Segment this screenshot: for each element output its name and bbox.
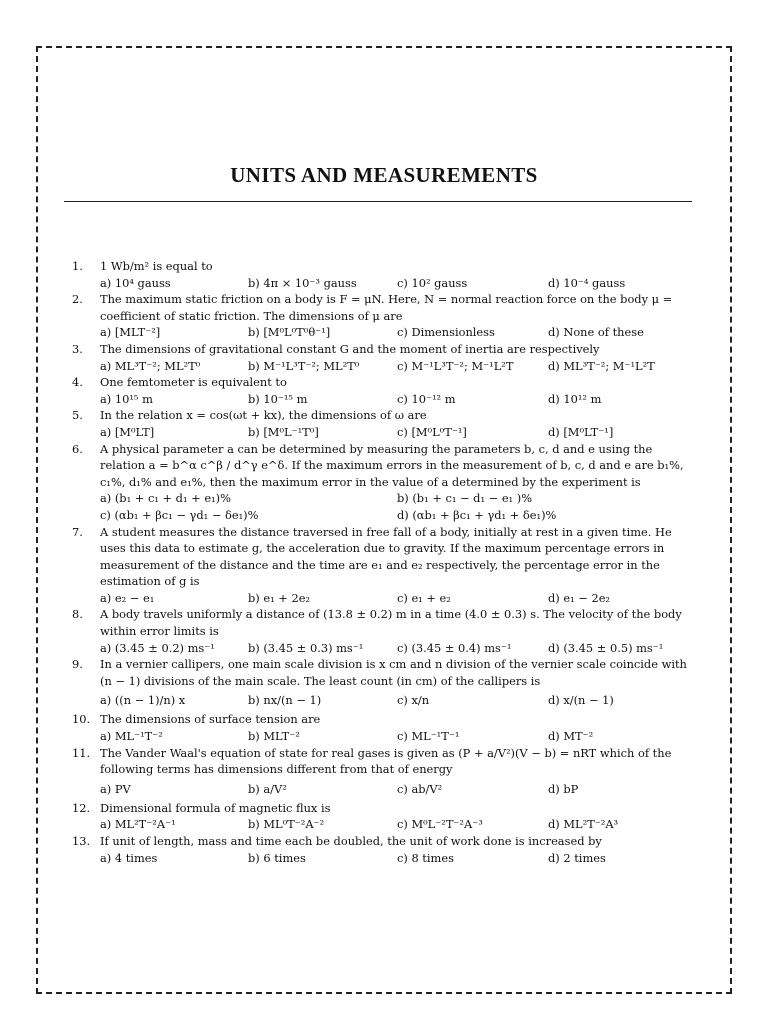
option-d: d) 10¹² m xyxy=(548,391,602,406)
option-d: d) None of these xyxy=(548,325,644,340)
page-title: UNITS AND MEASUREMENTS xyxy=(230,163,538,187)
question-text: The dimensions of gravitational constant G and the moment of inertia are respectively xyxy=(100,341,600,356)
option-a: a) [MLT⁻²] xyxy=(100,325,161,340)
question-number: 4. xyxy=(72,375,83,390)
question xyxy=(72,711,700,744)
option-a: a) 10⁴ gauss xyxy=(100,275,171,290)
option-c: c) ab/V² xyxy=(397,781,443,796)
question-number: 9. xyxy=(72,657,83,672)
option-c: c) 10⁻¹² m xyxy=(397,391,456,406)
option-c: c) 10² gauss xyxy=(397,275,468,290)
option-b: b) 6 times xyxy=(248,850,306,865)
question-text: The dimensions of surface tension are xyxy=(100,712,321,727)
question-number: 12. xyxy=(72,800,91,815)
question-number: 13. xyxy=(72,834,91,848)
question xyxy=(72,833,700,866)
option-a: a) 4 times xyxy=(100,850,158,865)
option-b: b) [M⁰L⁻¹T⁰] xyxy=(248,424,319,439)
question xyxy=(72,745,700,800)
option-a: a) ML²T⁻²A⁻¹ xyxy=(100,817,176,832)
question-number: 8. xyxy=(72,607,83,622)
option-a: a) (3.45 ± 0.2) ms⁻¹ xyxy=(100,640,215,655)
option-c: c) (αb₁ + βc₁ − γd₁ − δe₁)% xyxy=(100,507,259,522)
option-a: a) (b₁ + c₁ + d₁ + e₁)% xyxy=(100,491,231,506)
question-text: 1 Wb/m² is equal to xyxy=(100,259,213,273)
question-text: A physical parameter a can be determined by measuring the parameters b, c, d and e using the relation a = b^α c^β / d^γ e^δ. If the maximum errors in the measurement of b, c, d and e are b₁%, c₁%, d₁% and e₁%, then the maximum error in the value of a determined by the experiment is xyxy=(100,441,684,489)
option-a: a) 10¹⁵ m xyxy=(100,391,153,406)
option-c: c) ML⁻¹T⁻¹ xyxy=(397,729,460,744)
option-c: c) (3.45 ± 0.4) ms⁻¹ xyxy=(397,640,512,655)
question xyxy=(72,341,700,374)
question-number: 7. xyxy=(72,524,83,539)
option-b: b) 10⁻¹⁵ m xyxy=(248,391,308,406)
option-d: d) x/(n − 1) xyxy=(548,693,614,708)
question-number: 1. xyxy=(72,259,83,273)
option-b: b) [M⁰L⁰T⁰θ⁻¹] xyxy=(248,325,331,340)
option-b: b) ML⁰T⁻²A⁻² xyxy=(248,817,325,832)
option-d: d) e₁ − 2e₂ xyxy=(548,590,611,605)
option-c: c) e₁ + e₂ xyxy=(397,590,451,605)
option-c: c) [M⁰L⁰T⁻¹] xyxy=(397,424,467,439)
question-list xyxy=(72,258,700,866)
option-a: a) [M⁰LT] xyxy=(100,424,155,439)
option-d: d) 10⁻⁴ gauss xyxy=(548,275,626,290)
question-text: In the relation x = cos(ωt + kx), the dimensions of ω are xyxy=(100,408,427,423)
option-c: c) 8 times xyxy=(397,850,454,865)
option-d: d) ML²T⁻²A³ xyxy=(548,817,619,832)
option-b: b) 4π × 10⁻³ gauss xyxy=(248,275,357,290)
option-b: b) MLT⁻² xyxy=(248,729,300,744)
option-d: d) 2 times xyxy=(548,850,606,865)
question-text: The maximum static friction on a body is F = μN. Here, N = normal reaction force on the body μ = coefficient of static friction. The dimensions of μ are xyxy=(100,292,673,323)
question-text: Dimensional formula of magnetic flux is xyxy=(100,800,331,815)
question-number: 10. xyxy=(72,712,91,727)
question xyxy=(72,258,700,291)
question xyxy=(72,407,700,440)
option-a: a) ML⁻¹T⁻² xyxy=(100,729,163,744)
question-text: If unit of length, mass and time each be doubled, the unit of work done is increased by xyxy=(100,834,602,848)
question xyxy=(72,800,700,833)
question-text: A body travels uniformly a distance of (13.8 ± 0.2) m in a time (4.0 ± 0.3) s. The velocity of the body within error limits is xyxy=(100,607,682,639)
title-divider xyxy=(64,201,692,202)
option-b: b) (3.45 ± 0.3) ms⁻¹ xyxy=(248,640,364,655)
option-d: d) (3.45 ± 0.5) ms⁻¹ xyxy=(548,640,664,655)
question-number: 6. xyxy=(72,441,83,456)
question-text: One femtometer is equivalent to xyxy=(100,375,287,390)
question-number: 2. xyxy=(72,292,83,307)
question xyxy=(72,524,700,607)
option-c: c) Dimensionless xyxy=(397,325,495,340)
option-a: a) ML³T⁻²; ML²T⁰ xyxy=(100,358,201,373)
question xyxy=(72,291,700,341)
option-a: a) PV xyxy=(100,781,131,796)
option-b: b) a/V² xyxy=(248,781,287,796)
option-b: b) e₁ + 2e₂ xyxy=(248,590,311,605)
question xyxy=(72,441,700,524)
question-number: 11. xyxy=(72,745,91,760)
question-number: 3. xyxy=(72,341,83,356)
option-d: d) bP xyxy=(548,781,579,796)
option-d: d) ML³T⁻²; M⁻¹L²T xyxy=(548,358,655,373)
option-d: d) [M⁰LT⁻¹] xyxy=(548,424,614,439)
question-text: In a vernier callipers, one main scale division is x cm and n division of the vernier scale coincide with (n − 1) divisions of the main scale. The least count (in cm) of the callipers is xyxy=(100,657,687,688)
question-text: The Vander Waal's equation of state for real gases is given as (P + a/V²)(V − b) = nRT which of the following terms has dimensions different from that of energy xyxy=(100,745,672,777)
question xyxy=(72,656,700,711)
option-a: a) e₂ − e₁ xyxy=(100,590,155,605)
question xyxy=(72,606,700,656)
option-d: d) MT⁻² xyxy=(548,729,594,744)
option-c: c) M⁻¹L³T⁻²; M⁻¹L²T xyxy=(397,358,514,373)
option-d: d) (αb₁ + βc₁ + γd₁ + δe₁)% xyxy=(397,507,557,522)
question-number: 5. xyxy=(72,408,83,423)
option-c: c) x/n xyxy=(397,693,430,708)
question-text: A student measures the distance traversed in free fall of a body, initially at rest in a given time. He uses this data to estimate g, the acceleration due to gravity. If the maximum percentage errors in measurement of the distance and the time are e₁ and e₂ respectively, the percentage error in the estimation of g is xyxy=(100,524,672,589)
option-c: c) M⁰L⁻²T⁻²A⁻³ xyxy=(397,817,483,832)
question xyxy=(72,374,700,407)
option-b: b) M⁻¹L³T⁻²; ML²T⁰ xyxy=(248,358,360,373)
option-a: a) ((n − 1)/n) x xyxy=(100,693,186,708)
option-b: b) nx/(n − 1) xyxy=(248,693,322,708)
option-b: b) (b₁ + c₁ − d₁ − e₁ )% xyxy=(397,491,533,506)
